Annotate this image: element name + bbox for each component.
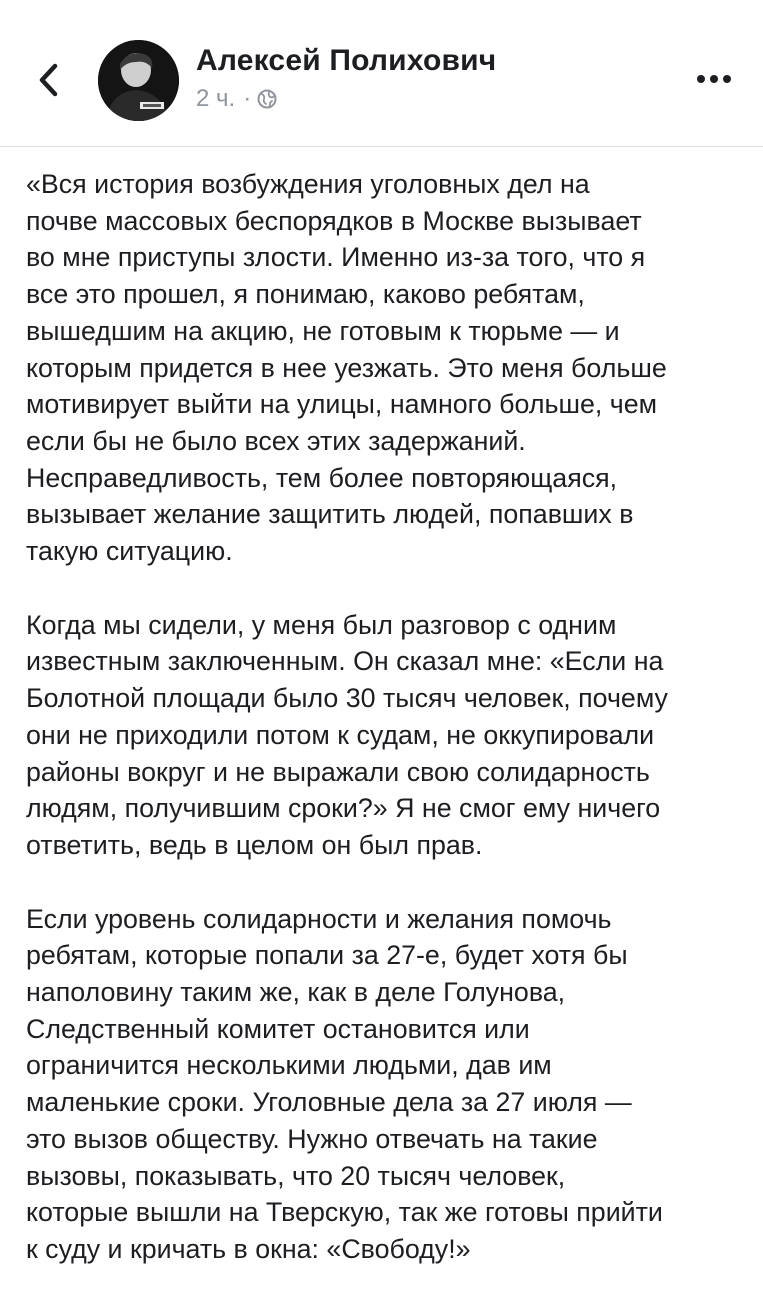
text-line: вышедшим на акцию, не готовым к тюрьме — и	[26, 315, 620, 346]
text-line: если бы не было всех этих задержаний.	[26, 425, 526, 456]
text-line: «Вся история возбуждения уголовных дел на	[26, 169, 590, 199]
meta-separator: ·	[243, 85, 252, 112]
post-header	[0, 0, 763, 147]
text-line: Если уровень солидарности и желания помочь	[26, 903, 612, 934]
text-line: людям, получившим сроки?» Я не смог ему ничего	[26, 793, 661, 824]
text-line: они не приходили потом к судам, не оккупировали	[26, 719, 655, 750]
text-line: вызывает желание защитить людей, попавших в	[26, 499, 634, 530]
avatar-photo	[98, 40, 179, 121]
post-meta	[196, 84, 277, 114]
post-paragraph	[26, 166, 746, 570]
author-avatar[interactable]	[98, 40, 179, 121]
text-line: вызовы, показывать, что 20 тысяч человек,	[26, 1160, 566, 1191]
text-line: которым придется в нее уезжать. Это меня больше	[26, 352, 667, 383]
author-name[interactable]: Алексей Полихович	[196, 44, 497, 77]
globe-icon	[257, 89, 277, 109]
text-line: такую ситуацию.	[26, 536, 233, 567]
text-line: к суду и кричать в окна: «Свободу!»	[26, 1233, 471, 1264]
text-line: маленькие сроки. Уголовные дела за 27 июля —	[26, 1087, 632, 1118]
text-line: почве массовых беспорядков в Москве вызывает	[26, 205, 642, 236]
chevron-left-icon	[37, 63, 59, 97]
text-line: ограничится несколькими людьми, дав им	[26, 1050, 552, 1081]
text-line: ответить, ведь в целом он был прав.	[26, 829, 483, 860]
text-line: все это прошел, я понимаю, каково ребятам,	[26, 279, 585, 310]
text-line: ребятам, которые попали за 27-е, будет хотя бы	[26, 940, 628, 971]
text-line: это вызов обществу. Нужно отвечать на такие	[26, 1123, 598, 1154]
text-line: Когда мы сидели, у меня был разговор с одним	[26, 609, 617, 640]
post-paragraph	[26, 607, 746, 864]
text-line: Следственный комитет остановится или	[26, 1013, 530, 1044]
text-line: Болотной площади было 30 тысяч человек, почему	[26, 683, 668, 714]
back-button[interactable]	[26, 52, 70, 108]
post-paragraph	[26, 901, 746, 1268]
text-line: которые вышли на Тверскую, так же готовы прийти	[26, 1197, 663, 1228]
post-text	[26, 166, 746, 1305]
more-options-button[interactable]	[690, 64, 738, 94]
text-line: Несправедливость, тем более повторяющаяся,	[26, 462, 618, 493]
text-line: известным заключенным. Он сказал мне: «Если на	[26, 646, 664, 677]
text-line: наполовину таким же, как в деле Голунова,	[26, 977, 566, 1008]
text-line: мотивирует выйти на улицы, намного больше, чем	[26, 389, 658, 420]
more-horizontal-icon	[696, 74, 732, 84]
post-timestamp[interactable]: 2 ч.	[196, 85, 236, 112]
text-line: во мне приступы злости. Именно из-за того, что я	[26, 242, 646, 273]
text-line: районы вокруг и не выражали свою солидарность	[26, 756, 650, 787]
